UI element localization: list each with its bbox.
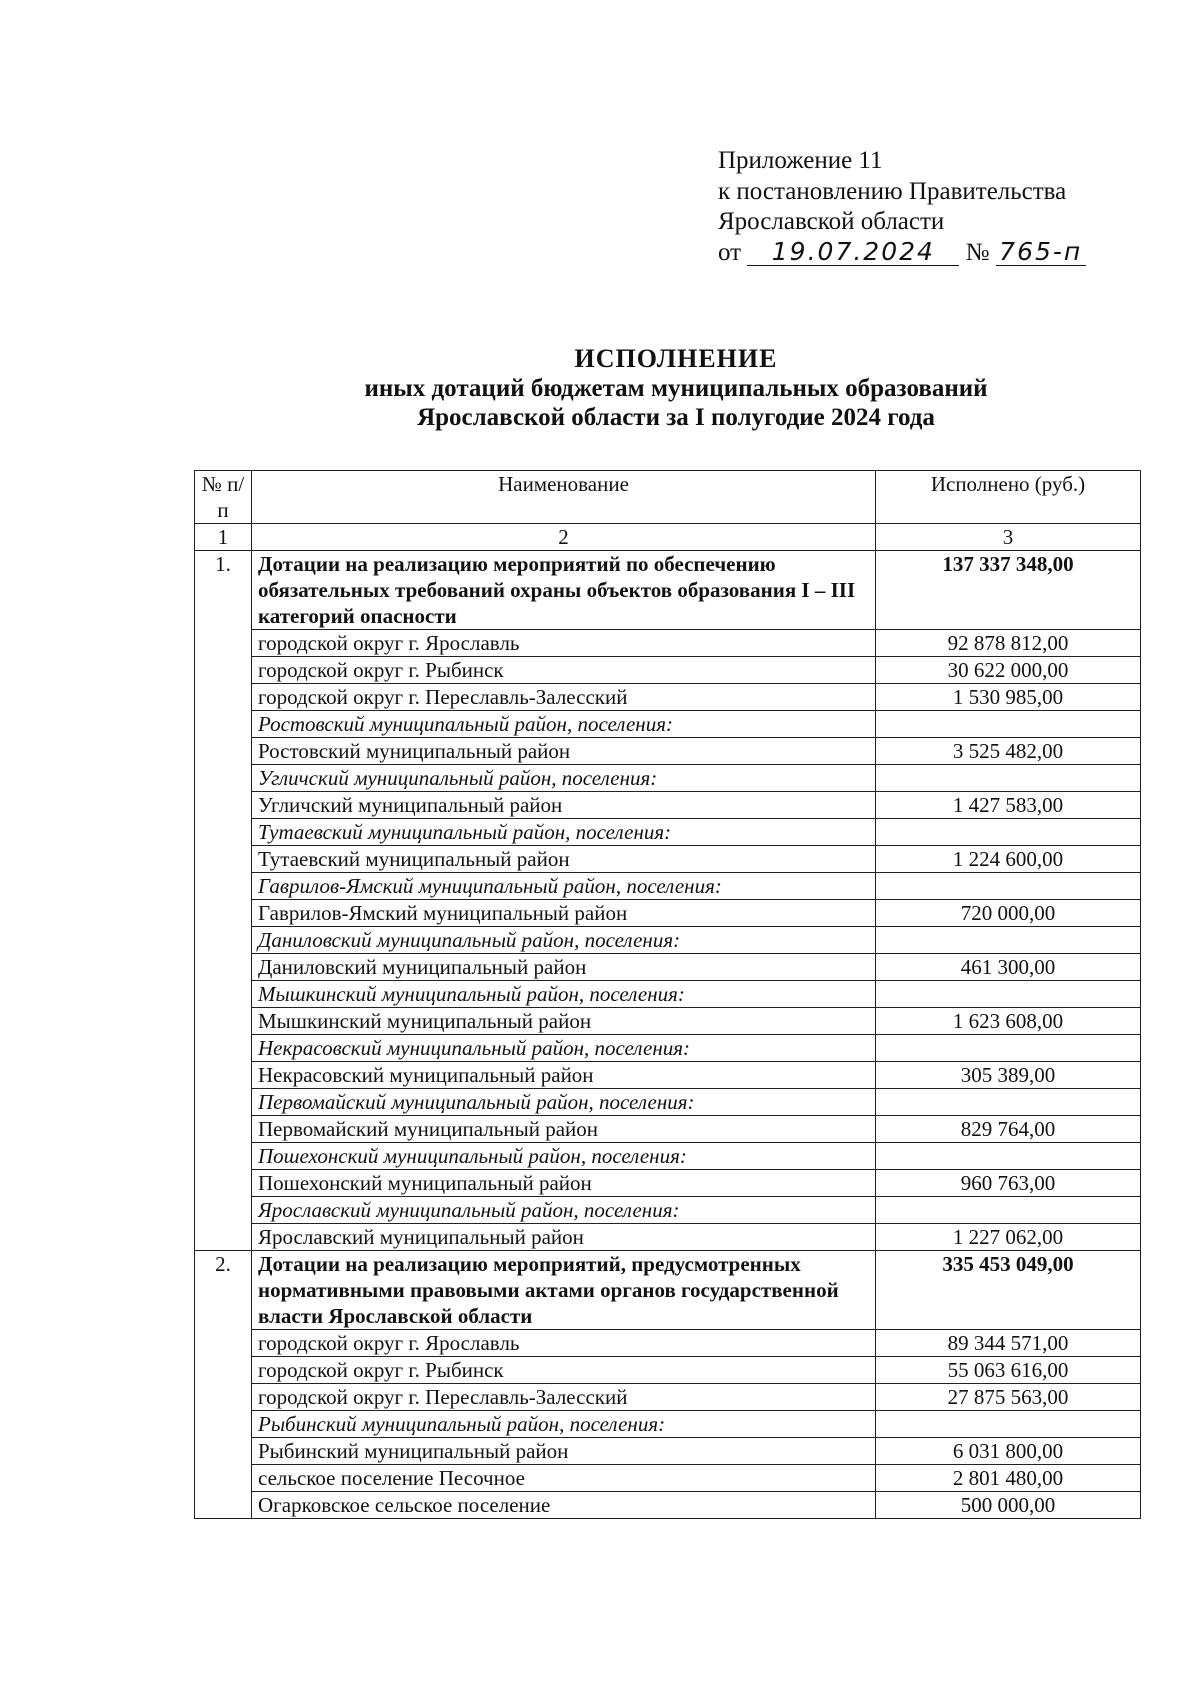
appendix-header [718,146,1086,268]
district-group-label: Некрасовский муниципальный район, поселения: [252,1035,876,1062]
table-row [195,1438,1141,1465]
municipality-name: городской округ г. Рыбинск [252,657,876,684]
municipality-value: 27 875 563,00 [876,1384,1141,1411]
section-total: 137 337 348,00 [876,551,1141,630]
column-numbers-row [195,524,1141,551]
district-group-label: Гаврилов-Ямский муниципальный район, поселения: [252,873,876,900]
table-row [195,738,1141,765]
district-group-label: Рыбинский муниципальный район, поселения: [252,1411,876,1438]
municipality-name: городской округ г. Рыбинск [252,1357,876,1384]
handwritten-date: 19.07.2024 [747,239,959,266]
municipality-name: городской округ г. Ярославль [252,630,876,657]
table-row [195,1035,1141,1062]
section-number: 1. [195,551,252,1251]
municipality-name: Даниловский муниципальный район [252,954,876,981]
table-row [195,711,1141,738]
municipality-name: Ростовский муниципальный район [252,738,876,765]
table-body [195,471,1141,1519]
table-row [195,657,1141,684]
district-group-label: Угличский муниципальный район, поселения: [252,765,876,792]
table-header-row [195,471,1141,524]
municipality-name: городской округ г. Переславль-Залесский [252,684,876,711]
municipality-value [876,927,1141,954]
table-row [195,1357,1141,1384]
municipality-value: 461 300,00 [876,954,1141,981]
subsidies-table [194,470,1141,1519]
table-row [195,765,1141,792]
municipality-value: 1 623 608,00 [876,1008,1141,1035]
table-row [195,1008,1141,1035]
municipality-value [876,1089,1141,1116]
district-group-label: Пошехонский муниципальный район, поселения: [252,1143,876,1170]
table-row [195,1384,1141,1411]
document-title [0,344,1200,433]
district-group-label: Даниловский муниципальный район, поселения: [252,927,876,954]
municipality-value: 55 063 616,00 [876,1357,1141,1384]
table-row [195,954,1141,981]
municipality-name: Мышкинский муниципальный район [252,1008,876,1035]
table-row [195,630,1141,657]
municipality-name: Гаврилов-Ямский муниципальный район [252,900,876,927]
table-row [195,1116,1141,1143]
district-group-label: Тутаевский муниципальный район, поселения: [252,819,876,846]
municipality-name: Рыбинский муниципальный район [252,1438,876,1465]
municipality-value: 2 801 480,00 [876,1465,1141,1492]
municipality-value [876,819,1141,846]
municipality-value [876,1143,1141,1170]
municipality-value: 89 344 571,00 [876,1330,1141,1357]
table-row [195,900,1141,927]
municipality-name: городской округ г. Ярославль [252,1330,876,1357]
appendix-date-number-line [718,238,1086,269]
municipality-name: сельское поселение Песочное [252,1465,876,1492]
municipality-name: городской округ г. Переславль-Залесский [252,1384,876,1411]
municipality-name: Первомайский муниципальный район [252,1116,876,1143]
table-row [195,792,1141,819]
appendix-number: Приложение 11 [718,147,883,174]
header-name: Наименование [252,471,876,524]
section-total: 335 453 049,00 [876,1251,1141,1330]
number-label: № [965,238,990,266]
section-row [195,1251,1141,1330]
table-row [195,1143,1141,1170]
table-row [195,873,1141,900]
district-group-label: Ростовский муниципальный район, поселения: [252,711,876,738]
table-row [195,1330,1141,1357]
table-row [195,1062,1141,1089]
municipality-value: 3 525 482,00 [876,738,1141,765]
section-number: 2. [195,1251,252,1519]
header-value: Исполнено (руб.) [876,471,1141,524]
district-group-label: Мышкинский муниципальный район, поселения: [252,981,876,1008]
column-number-1: 1 [195,524,252,551]
column-number-3: 3 [876,524,1141,551]
municipality-name: Тутаевский муниципальный район [252,846,876,873]
municipality-value: 1 224 600,00 [876,846,1141,873]
table-row [195,684,1141,711]
district-group-label: Ярославский муниципальный район, поселения: [252,1197,876,1224]
municipality-value: 960 763,00 [876,1170,1141,1197]
municipality-value [876,1197,1141,1224]
handwritten-number: 765-п [996,239,1086,266]
municipality-value [876,873,1141,900]
municipality-name: Пошехонский муниципальный район [252,1170,876,1197]
table-row [195,1170,1141,1197]
table-row [195,927,1141,954]
municipality-value: 720 000,00 [876,900,1141,927]
table-row [195,846,1141,873]
municipality-value [876,1035,1141,1062]
municipality-name: Угличский муниципальный район [252,792,876,819]
header-num: № п/п [195,471,252,524]
title-line-3: Ярославской области за I полугодие 2024 года [417,404,935,431]
municipality-value [876,765,1141,792]
municipality-value: 92 878 812,00 [876,630,1141,657]
table-row [195,1492,1141,1519]
district-group-label: Первомайский муниципальный район, поселения: [252,1089,876,1116]
appendix-region: Ярославской области [718,208,945,235]
municipality-value: 6 031 800,00 [876,1438,1141,1465]
municipality-name: Некрасовский муниципальный район [252,1062,876,1089]
municipality-name: Огарковское сельское поселение [252,1492,876,1519]
from-label: от [718,238,742,266]
municipality-value: 305 389,00 [876,1062,1141,1089]
table-row [195,1465,1141,1492]
section-row [195,551,1141,630]
municipality-name: Ярославский муниципальный район [252,1224,876,1251]
column-number-2: 2 [252,524,876,551]
municipality-value [876,1411,1141,1438]
municipality-value [876,711,1141,738]
table-row [195,1197,1141,1224]
municipality-value: 1 227 062,00 [876,1224,1141,1251]
table-row [195,1089,1141,1116]
municipality-value: 829 764,00 [876,1116,1141,1143]
municipality-value: 30 622 000,00 [876,657,1141,684]
appendix-reference: к постановлению Правительства [718,177,1067,205]
title-line-1: ИСПОЛНЕНИЕ [574,344,778,373]
table-row [195,819,1141,846]
municipality-value: 500 000,00 [876,1492,1141,1519]
title-line-2: иных дотаций бюджетам муниципальных образований [364,374,988,402]
section-name: Дотации на реализацию мероприятий, предусмотренных нормативными правовыми актами органов государственной власти Ярославской области [252,1251,876,1330]
municipality-value [876,981,1141,1008]
table-row [195,1411,1141,1438]
municipality-value: 1 427 583,00 [876,792,1141,819]
municipality-value: 1 530 985,00 [876,684,1141,711]
table-row [195,981,1141,1008]
section-name: Дотации на реализацию мероприятий по обеспечению обязательных требований охраны объектов образования I – III категорий опасности [252,551,876,630]
table-row [195,1224,1141,1251]
